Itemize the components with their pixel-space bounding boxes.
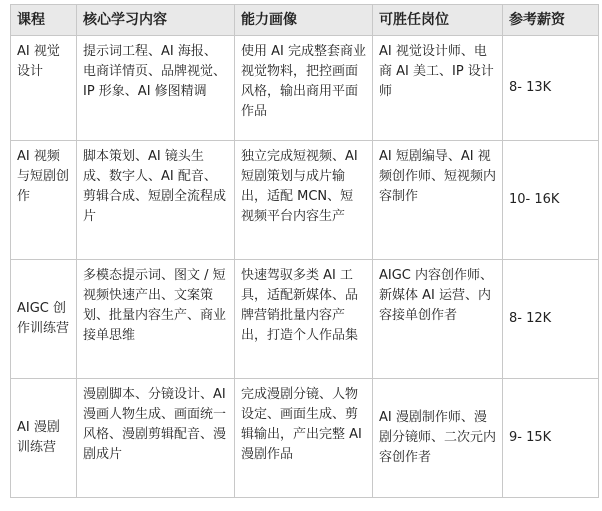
cell-content: 提示词工程、AI 海报、电商详情页、品牌视觉、IP 形象、AI 修图精调: [77, 36, 235, 141]
cell-salary: 9- 15K: [503, 379, 599, 498]
cell-jobs: AI 漫剧制作师、漫剧分镜师、二次元内容创作者: [373, 379, 503, 498]
cell-course: AI 视频与短剧创作: [11, 141, 77, 260]
cell-salary: 10- 16K: [503, 141, 599, 260]
header-ability: 能力画像: [235, 5, 373, 36]
header-jobs: 可胜任岗位: [373, 5, 503, 36]
table-row: [11, 36, 599, 141]
cell-jobs: AI 视觉设计师、电商 AI 美工、IP 设计师: [373, 36, 503, 141]
cell-salary: 8- 12K: [503, 260, 599, 379]
table-header-row: [11, 5, 599, 36]
cell-jobs: AI 短剧编导、AI 视频创作师、短视频内容制作: [373, 141, 503, 260]
header-salary: 参考薪资: [503, 5, 599, 36]
header-course: 课程: [11, 5, 77, 36]
table-row: [11, 379, 599, 498]
header-content: 核心学习内容: [77, 5, 235, 36]
course-table-container: [10, 4, 598, 498]
cell-course: AIGC 创作训练营: [11, 260, 77, 379]
cell-ability: 使用 AI 完成整套商业视觉物料，把控画面风格，输出商用平面作品: [235, 36, 373, 141]
cell-course: AI 视觉设计: [11, 36, 77, 141]
cell-jobs: AIGC 内容创作师、新媒体 AI 运营、内容接单创作者: [373, 260, 503, 379]
cell-course: AI 漫剧训练营: [11, 379, 77, 498]
cell-ability: 完成漫剧分镜、人物设定、画面生成、剪辑输出，产出完整 AI 漫剧作品: [235, 379, 373, 498]
cell-content: 漫剧脚本、分镜设计、AI 漫画人物生成、画面统一风格、漫剧剪辑配音、漫剧成片: [77, 379, 235, 498]
table-row: [11, 141, 599, 260]
cell-salary: 8- 13K: [503, 36, 599, 141]
cell-ability: 快速驾驭多类 AI 工具，适配新媒体、品牌营销批量内容产出，打造个人作品集: [235, 260, 373, 379]
table-row: [11, 260, 599, 379]
cell-content: 多模态提示词、图文 / 短视频快速产出、文案策划、批量内容生产、商业接单思维: [77, 260, 235, 379]
course-table: [10, 4, 599, 498]
cell-content: 脚本策划、AI 镜头生成、数字人、AI 配音、剪辑合成、短剧全流程成片: [77, 141, 235, 260]
cell-ability: 独立完成短视频、AI 短剧策划与成片输出，适配 MCN、短视频平台内容生产: [235, 141, 373, 260]
